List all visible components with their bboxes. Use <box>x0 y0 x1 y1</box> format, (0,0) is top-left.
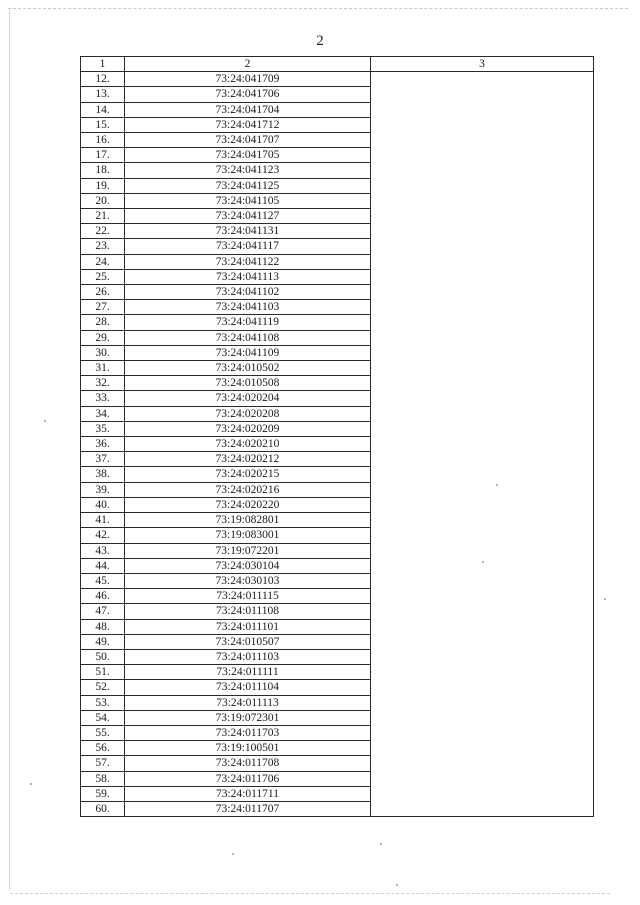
cadastral-code: 73:24:020209 <box>125 421 371 436</box>
row-number: 27. <box>81 300 125 315</box>
cadastral-code: 73:19:100501 <box>125 741 371 756</box>
cadastral-code: 73:24:020212 <box>125 452 371 467</box>
cadastral-code: 73:24:041102 <box>125 285 371 300</box>
row-number: 46. <box>81 589 125 604</box>
row-number: 28. <box>81 315 125 330</box>
cadastral-code: 73:24:011115 <box>125 589 371 604</box>
row-number: 57. <box>81 756 125 771</box>
row-number: 14. <box>81 102 125 117</box>
row-number: 22. <box>81 224 125 239</box>
cadastral-code: 73:19:082801 <box>125 513 371 528</box>
scan-speck <box>496 484 498 486</box>
row-number: 60. <box>81 801 125 816</box>
cadastral-code: 73:24:011111 <box>125 665 371 680</box>
cadastral-code: 73:24:010507 <box>125 634 371 649</box>
row-number: 39. <box>81 482 125 497</box>
cadastral-code: 73:24:041105 <box>125 193 371 208</box>
registry-table <box>80 56 594 817</box>
scan-edge-left <box>9 10 10 890</box>
cadastral-code: 73:24:020208 <box>125 406 371 421</box>
row-number: 53. <box>81 695 125 710</box>
scan-speck <box>396 884 398 886</box>
row-number: 55. <box>81 725 125 740</box>
row-number: 21. <box>81 209 125 224</box>
row-number: 41. <box>81 513 125 528</box>
cadastral-code: 73:24:010502 <box>125 361 371 376</box>
column-header-cadastral-code: 2 <box>125 57 371 72</box>
table-row <box>81 72 594 87</box>
row-number: 40. <box>81 497 125 512</box>
cadastral-code: 73:24:041131 <box>125 224 371 239</box>
row-number: 17. <box>81 148 125 163</box>
cadastral-code: 73:24:041707 <box>125 133 371 148</box>
row-number: 20. <box>81 193 125 208</box>
cadastral-code: 73:24:011706 <box>125 771 371 786</box>
cadastral-code: 73:19:072301 <box>125 710 371 725</box>
cadastral-code: 73:24:041113 <box>125 269 371 284</box>
cadastral-code: 73:24:020215 <box>125 467 371 482</box>
row-number: 26. <box>81 285 125 300</box>
cadastral-code: 73:24:041123 <box>125 163 371 178</box>
row-number: 52. <box>81 680 125 695</box>
page-number: 2 <box>316 33 324 49</box>
row-number: 50. <box>81 649 125 664</box>
cadastral-code: 73:24:011113 <box>125 695 371 710</box>
row-number: 35. <box>81 421 125 436</box>
cadastral-code: 73:24:030103 <box>125 573 371 588</box>
scan-speck <box>604 598 606 600</box>
cadastral-code: 73:24:041704 <box>125 102 371 117</box>
scan-speck <box>232 853 234 855</box>
cadastral-code: 73:24:011707 <box>125 801 371 816</box>
row-number: 15. <box>81 117 125 132</box>
cadastral-code: 73:24:011703 <box>125 725 371 740</box>
row-number: 44. <box>81 558 125 573</box>
cadastral-code: 73:24:041109 <box>125 345 371 360</box>
cadastral-code: 73:24:011711 <box>125 786 371 801</box>
row-number: 48. <box>81 619 125 634</box>
scan-speck <box>380 843 382 845</box>
cadastral-code: 73:24:041122 <box>125 254 371 269</box>
cadastral-code: 73:24:041705 <box>125 148 371 163</box>
row-number: 58. <box>81 771 125 786</box>
cadastral-code: 73:24:020204 <box>125 391 371 406</box>
row-number: 31. <box>81 361 125 376</box>
scan-edge-bottom <box>10 893 610 894</box>
row-number: 45. <box>81 573 125 588</box>
cadastral-code: 73:24:011108 <box>125 604 371 619</box>
row-number: 51. <box>81 665 125 680</box>
row-number: 49. <box>81 634 125 649</box>
remarks-cell <box>371 72 594 817</box>
table-header-row <box>81 57 594 72</box>
row-number: 47. <box>81 604 125 619</box>
row-number: 19. <box>81 178 125 193</box>
row-number: 24. <box>81 254 125 269</box>
row-number: 54. <box>81 710 125 725</box>
scan-speck <box>30 783 32 785</box>
cadastral-code: 73:24:011103 <box>125 649 371 664</box>
cadastral-code: 73:24:041125 <box>125 178 371 193</box>
row-number: 43. <box>81 543 125 558</box>
row-number: 23. <box>81 239 125 254</box>
row-number: 16. <box>81 133 125 148</box>
cadastral-code: 73:24:041103 <box>125 300 371 315</box>
cadastral-code: 73:24:020220 <box>125 497 371 512</box>
row-number: 25. <box>81 269 125 284</box>
cadastral-code: 73:24:011708 <box>125 756 371 771</box>
table-body <box>81 72 594 817</box>
row-number: 30. <box>81 345 125 360</box>
row-number: 34. <box>81 406 125 421</box>
cadastral-code: 73:24:041709 <box>125 72 371 87</box>
row-number: 36. <box>81 437 125 452</box>
cadastral-code: 73:24:041117 <box>125 239 371 254</box>
cadastral-code: 73:24:020210 <box>125 437 371 452</box>
scan-speck <box>482 561 484 563</box>
column-header-number: 1 <box>81 57 125 72</box>
cadastral-code: 73:24:041706 <box>125 87 371 102</box>
row-number: 12. <box>81 72 125 87</box>
cadastral-code: 73:24:010508 <box>125 376 371 391</box>
row-number: 59. <box>81 786 125 801</box>
cadastral-code: 73:24:030104 <box>125 558 371 573</box>
cadastral-code: 73:24:020216 <box>125 482 371 497</box>
row-number: 38. <box>81 467 125 482</box>
cadastral-code: 73:24:041119 <box>125 315 371 330</box>
row-number: 29. <box>81 330 125 345</box>
row-number: 33. <box>81 391 125 406</box>
scan-speck <box>44 420 46 422</box>
cadastral-code: 73:24:011104 <box>125 680 371 695</box>
cadastral-code: 73:24:041712 <box>125 117 371 132</box>
row-number: 18. <box>81 163 125 178</box>
scan-edge-top <box>8 8 628 9</box>
cadastral-code: 73:19:072201 <box>125 543 371 558</box>
row-number: 42. <box>81 528 125 543</box>
cadastral-code: 73:24:011101 <box>125 619 371 634</box>
row-number: 56. <box>81 741 125 756</box>
cadastral-code: 73:24:041108 <box>125 330 371 345</box>
row-number: 32. <box>81 376 125 391</box>
row-number: 13. <box>81 87 125 102</box>
cadastral-code: 73:19:083001 <box>125 528 371 543</box>
column-header-remarks: 3 <box>371 57 594 72</box>
cadastral-code: 73:24:041127 <box>125 209 371 224</box>
row-number: 37. <box>81 452 125 467</box>
